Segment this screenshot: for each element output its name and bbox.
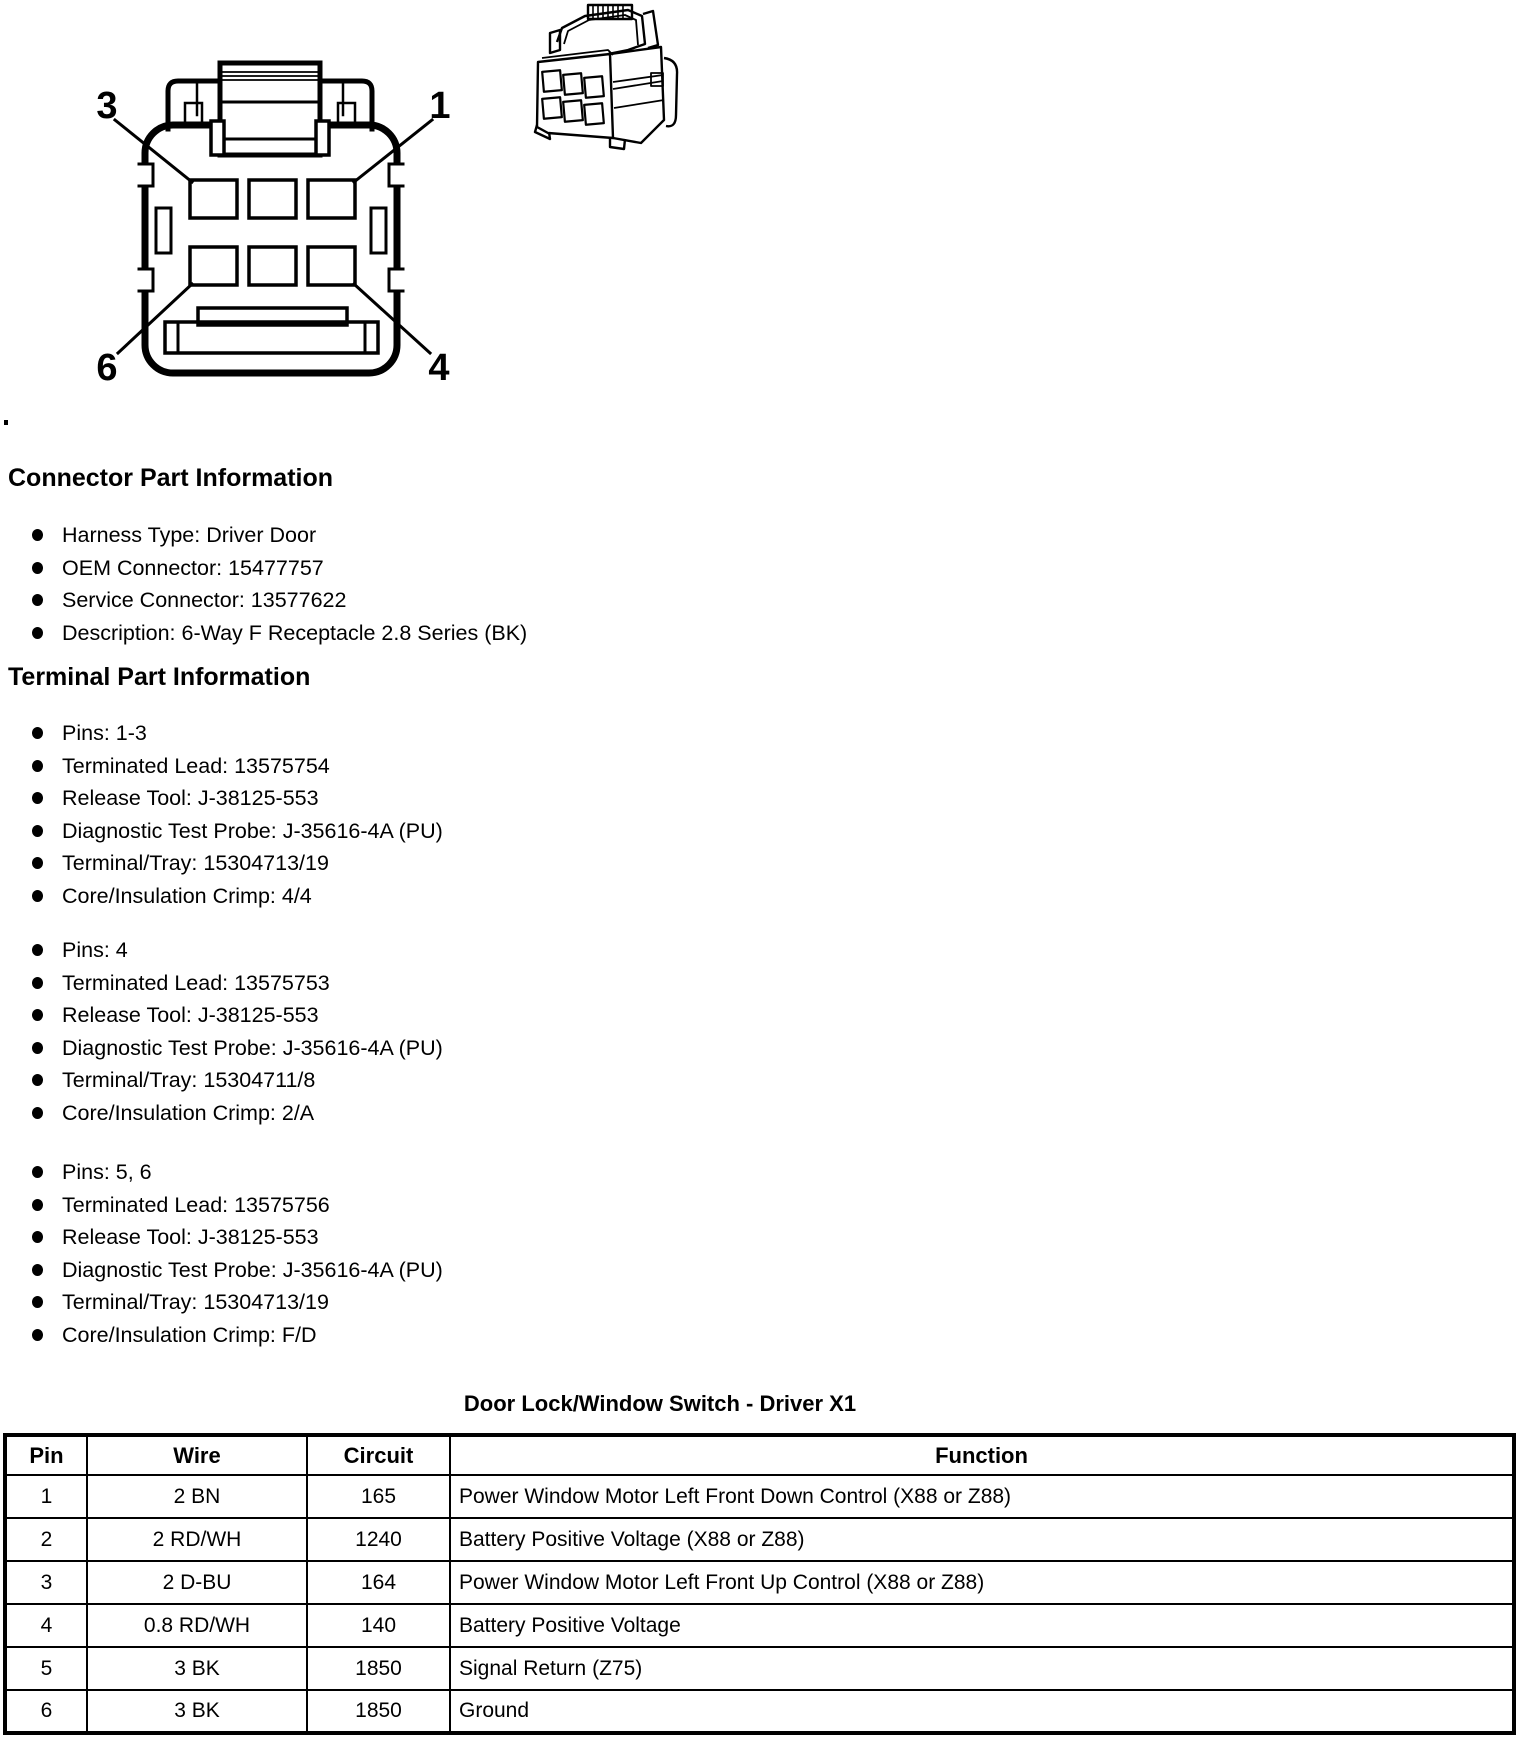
bullet-item: Terminated Lead: 13575754 (27, 750, 443, 783)
bullet-item: Diagnostic Test Probe: J-35616-4A (PU) (27, 1254, 443, 1287)
bullet-item: Description: 6-Way F Receptacle 2.8 Series (BK) (27, 617, 527, 650)
table-row (5, 1475, 1514, 1518)
pinout-table-header-row (5, 1435, 1514, 1475)
terminal-part-info-heading: Terminal Part Information (8, 663, 311, 691)
table-cell: 1850 (307, 1647, 450, 1690)
table-cell: Ground (450, 1690, 1514, 1733)
bullet-item: Terminal/Tray: 15304713/19 (27, 1286, 443, 1319)
table-cell: 140 (307, 1604, 450, 1647)
table-cell: Power Window Motor Left Front Down Control (X88 or Z88) (450, 1475, 1514, 1518)
table-cell: 4 (5, 1604, 87, 1647)
table-cell: Power Window Motor Left Front Up Control (X88 or Z88) (450, 1561, 1514, 1604)
pin-label-4: 4 (428, 347, 450, 389)
bullet-item: OEM Connector: 15477757 (27, 552, 527, 585)
bullet-item: Diagnostic Test Probe: J-35616-4A (PU) (27, 1032, 443, 1065)
table-row (5, 1604, 1514, 1647)
stray-period-mark (4, 420, 8, 425)
pin-label-6: 6 (96, 347, 118, 389)
connector-3d-drawing (510, 0, 720, 160)
table-cell: 2 D-BU (87, 1561, 307, 1604)
table-cell: 164 (307, 1561, 450, 1604)
bullet-item: Terminal/Tray: 15304711/8 (27, 1064, 443, 1097)
pin-label-3: 3 (96, 85, 118, 127)
terminal-info-list-pins-5-6 (27, 1156, 443, 1351)
bullet-item: Pins: 5, 6 (27, 1156, 443, 1189)
right-side-tab (371, 208, 386, 253)
column-header-circuit: Circuit (307, 1435, 450, 1475)
table-cell: 1 (5, 1475, 87, 1518)
pinout-table (3, 1433, 1516, 1735)
bullet-item: Release Tool: J-38125-553 (27, 999, 443, 1032)
bullet-item: Service Connector: 13577622 (27, 584, 527, 617)
pin-cavities (190, 180, 355, 285)
connector-part-info-list (27, 519, 527, 649)
bullet-item: Core/Insulation Crimp: 4/4 (27, 880, 443, 913)
bullet-item: Terminal/Tray: 15304713/19 (27, 847, 443, 880)
table-cell: 3 (5, 1561, 87, 1604)
bottom-slot (165, 308, 378, 353)
table-cell: 5 (5, 1647, 87, 1690)
bullet-item: Release Tool: J-38125-553 (27, 1221, 443, 1254)
table-row (5, 1518, 1514, 1561)
table-cell: 2 BN (87, 1475, 307, 1518)
table-cell: 2 (5, 1518, 87, 1561)
connector-part-info-heading: Connector Part Information (8, 464, 334, 492)
bullet-item: Pins: 1-3 (27, 717, 443, 750)
pinout-table-title: Door Lock/Window Switch - Driver X1 (463, 1391, 857, 1416)
table-cell: 1240 (307, 1518, 450, 1561)
table-cell: Signal Return (Z75) (450, 1647, 1514, 1690)
bullet-item: Release Tool: J-38125-553 (27, 782, 443, 815)
column-header-function: Function (450, 1435, 1514, 1475)
bullet-item: Terminated Lead: 13575756 (27, 1189, 443, 1222)
bullet-item: Harness Type: Driver Door (27, 519, 527, 552)
table-row (5, 1647, 1514, 1690)
table-cell: 2 RD/WH (87, 1518, 307, 1561)
bullet-item: Pins: 4 (27, 934, 443, 967)
table-cell: Battery Positive Voltage (X88 or Z88) (450, 1518, 1514, 1561)
table-cell: 6 (5, 1690, 87, 1733)
terminal-info-list-pins-1-3 (27, 717, 443, 912)
table-cell: 1850 (307, 1690, 450, 1733)
connector-front-view-diagram (80, 45, 480, 395)
table-cell: 3 BK (87, 1690, 307, 1733)
table-cell: 165 (307, 1475, 450, 1518)
connector-front-view-drawing (80, 45, 480, 395)
pinout-table-body (5, 1475, 1514, 1733)
bullet-item: Diagnostic Test Probe: J-35616-4A (PU) (27, 815, 443, 848)
column-header-wire: Wire (87, 1435, 307, 1475)
bullet-item: Core/Insulation Crimp: F/D (27, 1319, 443, 1352)
leader-line-pin6 (118, 284, 192, 353)
column-header-pin: Pin (5, 1435, 87, 1475)
bullet-item: Terminated Lead: 13575753 (27, 967, 443, 1000)
table-cell: 0.8 RD/WH (87, 1604, 307, 1647)
bullet-item: Core/Insulation Crimp: 2/A (27, 1097, 443, 1130)
pin-label-1: 1 (429, 85, 451, 127)
table-cell: 3 BK (87, 1647, 307, 1690)
terminal-info-list-pins-4 (27, 934, 443, 1129)
table-cell: Battery Positive Voltage (450, 1604, 1514, 1647)
table-row (5, 1690, 1514, 1733)
iso-pin-holes (542, 70, 604, 124)
table-row (5, 1561, 1514, 1604)
connector-body-outline (145, 125, 397, 373)
left-side-tab (156, 208, 171, 253)
connector-3d-view (510, 0, 720, 160)
top-latch (211, 63, 329, 155)
